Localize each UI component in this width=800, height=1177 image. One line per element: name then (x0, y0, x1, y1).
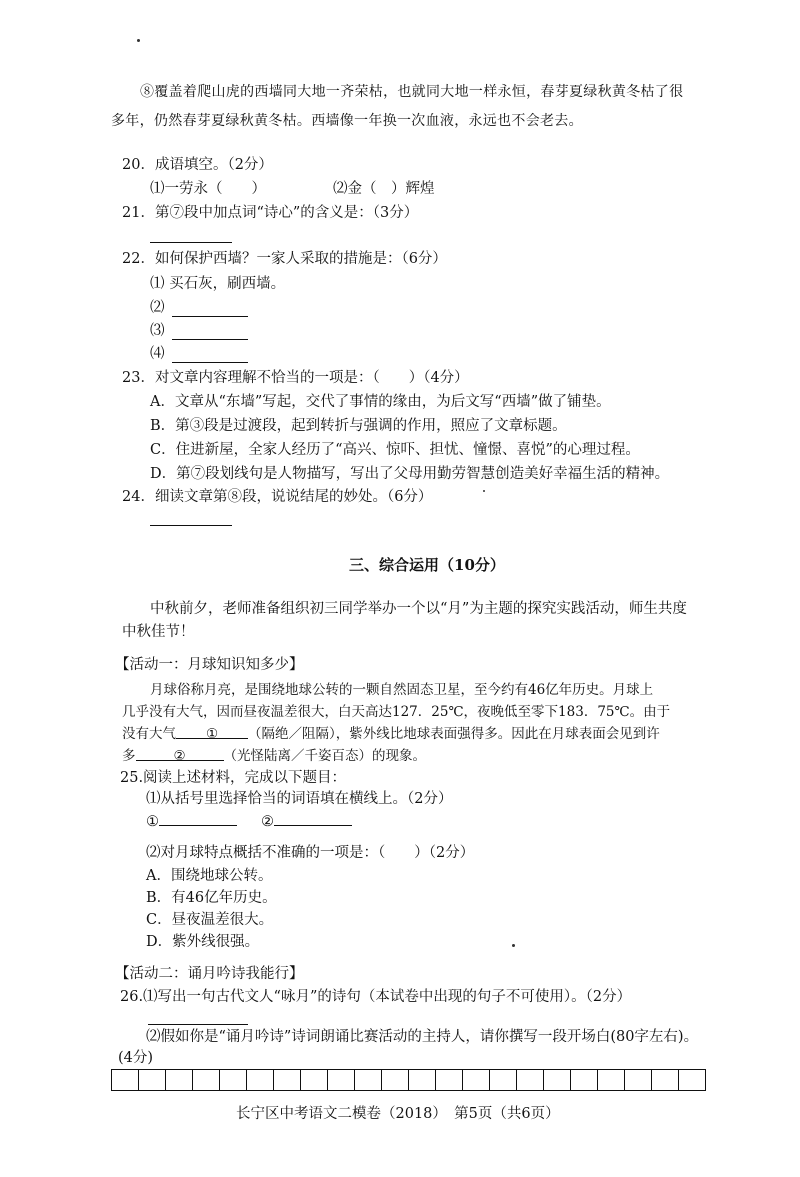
question-25-option-b: B．有46亿年历史。 (146, 890, 277, 906)
page-footer: 长宁区中考语文二模卷（2018） 第5页（共6页） (236, 1106, 560, 1122)
scan-speck (512, 944, 515, 947)
question-22-label-3: ⑶ (150, 323, 165, 339)
grid-cell[interactable] (138, 1069, 166, 1091)
activity-1-text-part: （隔绝／阻隔），紫外线比地球表面强得多。因此在月球表面会见到许 (248, 726, 660, 742)
question-24: 24．细读文章第⑧段，说说结尾的妙处。（6分） (122, 489, 433, 505)
answer-line[interactable] (172, 302, 248, 317)
question-21: 21．第⑦段中加点词“诗心”的含义是：（3分） (122, 205, 419, 221)
grid-cell[interactable] (165, 1069, 193, 1091)
grid-cell[interactable] (516, 1069, 544, 1091)
question-26-points: (4分) (118, 1050, 154, 1066)
question-26: 26.⑴写出一句古代文人“咏月”的诗句（本试卷中出现的句子不可使用）。（2分） (120, 989, 632, 1005)
blank-mark-1: ① (205, 726, 219, 742)
question-20-option-1: ⑴一劳永（ ） (150, 181, 266, 197)
grid-cell[interactable] (246, 1069, 274, 1091)
question-20: 20．成语填空。（2分） (122, 157, 273, 173)
answer-line[interactable] (150, 511, 232, 526)
grid-cell[interactable] (624, 1069, 652, 1091)
answer-line[interactable] (150, 228, 232, 243)
passage-line: 多年，仍然春芽夏绿秋黄冬枯。西墙像一年换一次血液，永远也不会老去。 (111, 113, 583, 129)
grid-cell[interactable] (678, 1069, 706, 1091)
question-25-answers (146, 811, 352, 832)
question-23-option-a: A．文章从“东墙”写起，交代了事情的缘由，为后文写“西墙”做了铺垫。 (150, 394, 611, 410)
activity-1-text: 几乎没有大气，因而昼夜温差很大，白天高达127．25℃，夜晚低至零下183．75℃。由于 (122, 704, 671, 720)
question-25-option-d: D．紫外线很强。 (146, 934, 260, 950)
passage-line: ⑧覆盖着爬山虎的西墙同大地一齐荣枯，也就同大地一样永恒，春芽夏绿秋黄冬枯了很 (140, 84, 684, 100)
grid-cell[interactable] (435, 1069, 463, 1091)
grid-cell[interactable] (273, 1069, 301, 1091)
fill-blank-1[interactable] (176, 724, 248, 742)
question-23-option-c: C．住进新屋，全家人经历了“高兴、惊吓、担忧、憧憬、喜悦”的心理过程。 (150, 442, 640, 458)
grid-cell[interactable] (570, 1069, 598, 1091)
question-20-option-2: ⑵金（ ）辉煌 (333, 181, 435, 197)
question-25-option-a: A．围绕地球公转。 (146, 868, 273, 884)
activity-1-text (122, 724, 660, 744)
question-25-option-c: C．昼夜温差很大。 (146, 912, 274, 928)
activity-2-title: 【活动二：诵月吟诗我能行】 (115, 966, 304, 982)
answer-line[interactable] (172, 348, 248, 363)
answer-line[interactable] (148, 1010, 248, 1025)
question-25-sub-2: ⑵对月球特点概括不准确的一项是：（ ）（2分） (146, 845, 475, 861)
fill-blank-2[interactable] (136, 746, 224, 764)
grid-cell[interactable] (408, 1069, 436, 1091)
question-23-option-d: D．第⑦段划线句是人物描写，写出了父母用勤劳智慧创造美好幸福生活的精神。 (150, 466, 670, 482)
activity-1-title: 【活动一：月球知识知多少】 (115, 657, 304, 673)
answer-line[interactable] (159, 811, 237, 826)
scan-speck (137, 39, 140, 42)
question-25: 25.阅读上述材料，完成以下题目： (120, 770, 347, 786)
grid-cell[interactable] (111, 1069, 139, 1091)
activity-1-text (122, 746, 426, 766)
question-22-label-2: ⑵ (150, 300, 165, 316)
activity-1-text-part: 没有大气 (122, 726, 176, 742)
question-23: 23．对文章内容理解不恰当的一项是：（ ）（4分） (122, 370, 469, 386)
grid-cell[interactable] (543, 1069, 571, 1091)
activity-1-text-part: （光怪陆离／千姿百态）的现象。 (223, 748, 426, 764)
grid-cell[interactable] (462, 1069, 490, 1091)
grid-cell[interactable] (192, 1069, 220, 1091)
question-23-option-b: B．第③段是过渡段，起到转折与强调的作用，照应了文章标题。 (150, 418, 567, 434)
grid-cell[interactable] (327, 1069, 355, 1091)
question-22: 22．如何保护西墙？一家人采取的措施是：（6分） (122, 251, 447, 267)
grid-cell[interactable] (381, 1069, 409, 1091)
answer-grid[interactable] (112, 1069, 706, 1091)
grid-cell[interactable] (489, 1069, 517, 1091)
grid-cell[interactable] (597, 1069, 625, 1091)
answer-line[interactable] (172, 325, 248, 340)
question-25-sub-1: ⑴从括号里选择恰当的词语填在横线上。（2分） (146, 791, 453, 807)
grid-cell[interactable] (300, 1069, 328, 1091)
answer-line[interactable] (274, 811, 352, 826)
question-22-answer-1: ⑴ 买石灰，刷西墙。 (150, 276, 286, 292)
activity-1-text-part: 多 (122, 748, 136, 764)
activity-1-text: 月球俗称月亮，是围绕地球公转的一颗自然固态卫星，至今约有46亿年历史。月球上 (150, 682, 654, 698)
answer-mark-1: ① (146, 814, 159, 830)
section-title: 三、综合运用（10分） (349, 556, 505, 574)
question-22-label-4: ⑷ (150, 346, 165, 362)
section-intro: 中秋佳节！ (122, 624, 195, 640)
question-26-sub-2: ⑵假如你是“诵月吟诗”诗词朗诵比赛活动的主持人，请你撰写一段开场白(80字左右)。 (146, 1029, 699, 1045)
section-intro: 中秋前夕，老师准备组织初三同学举办一个以“月”为主题的探究实践活动，师生共度 (150, 601, 687, 617)
grid-cell[interactable] (354, 1069, 382, 1091)
grid-cell[interactable] (651, 1069, 679, 1091)
grid-cell[interactable] (219, 1069, 247, 1091)
answer-mark-2: ② (261, 814, 274, 830)
blank-mark-2: ② (173, 748, 186, 764)
scan-speck (483, 490, 485, 492)
